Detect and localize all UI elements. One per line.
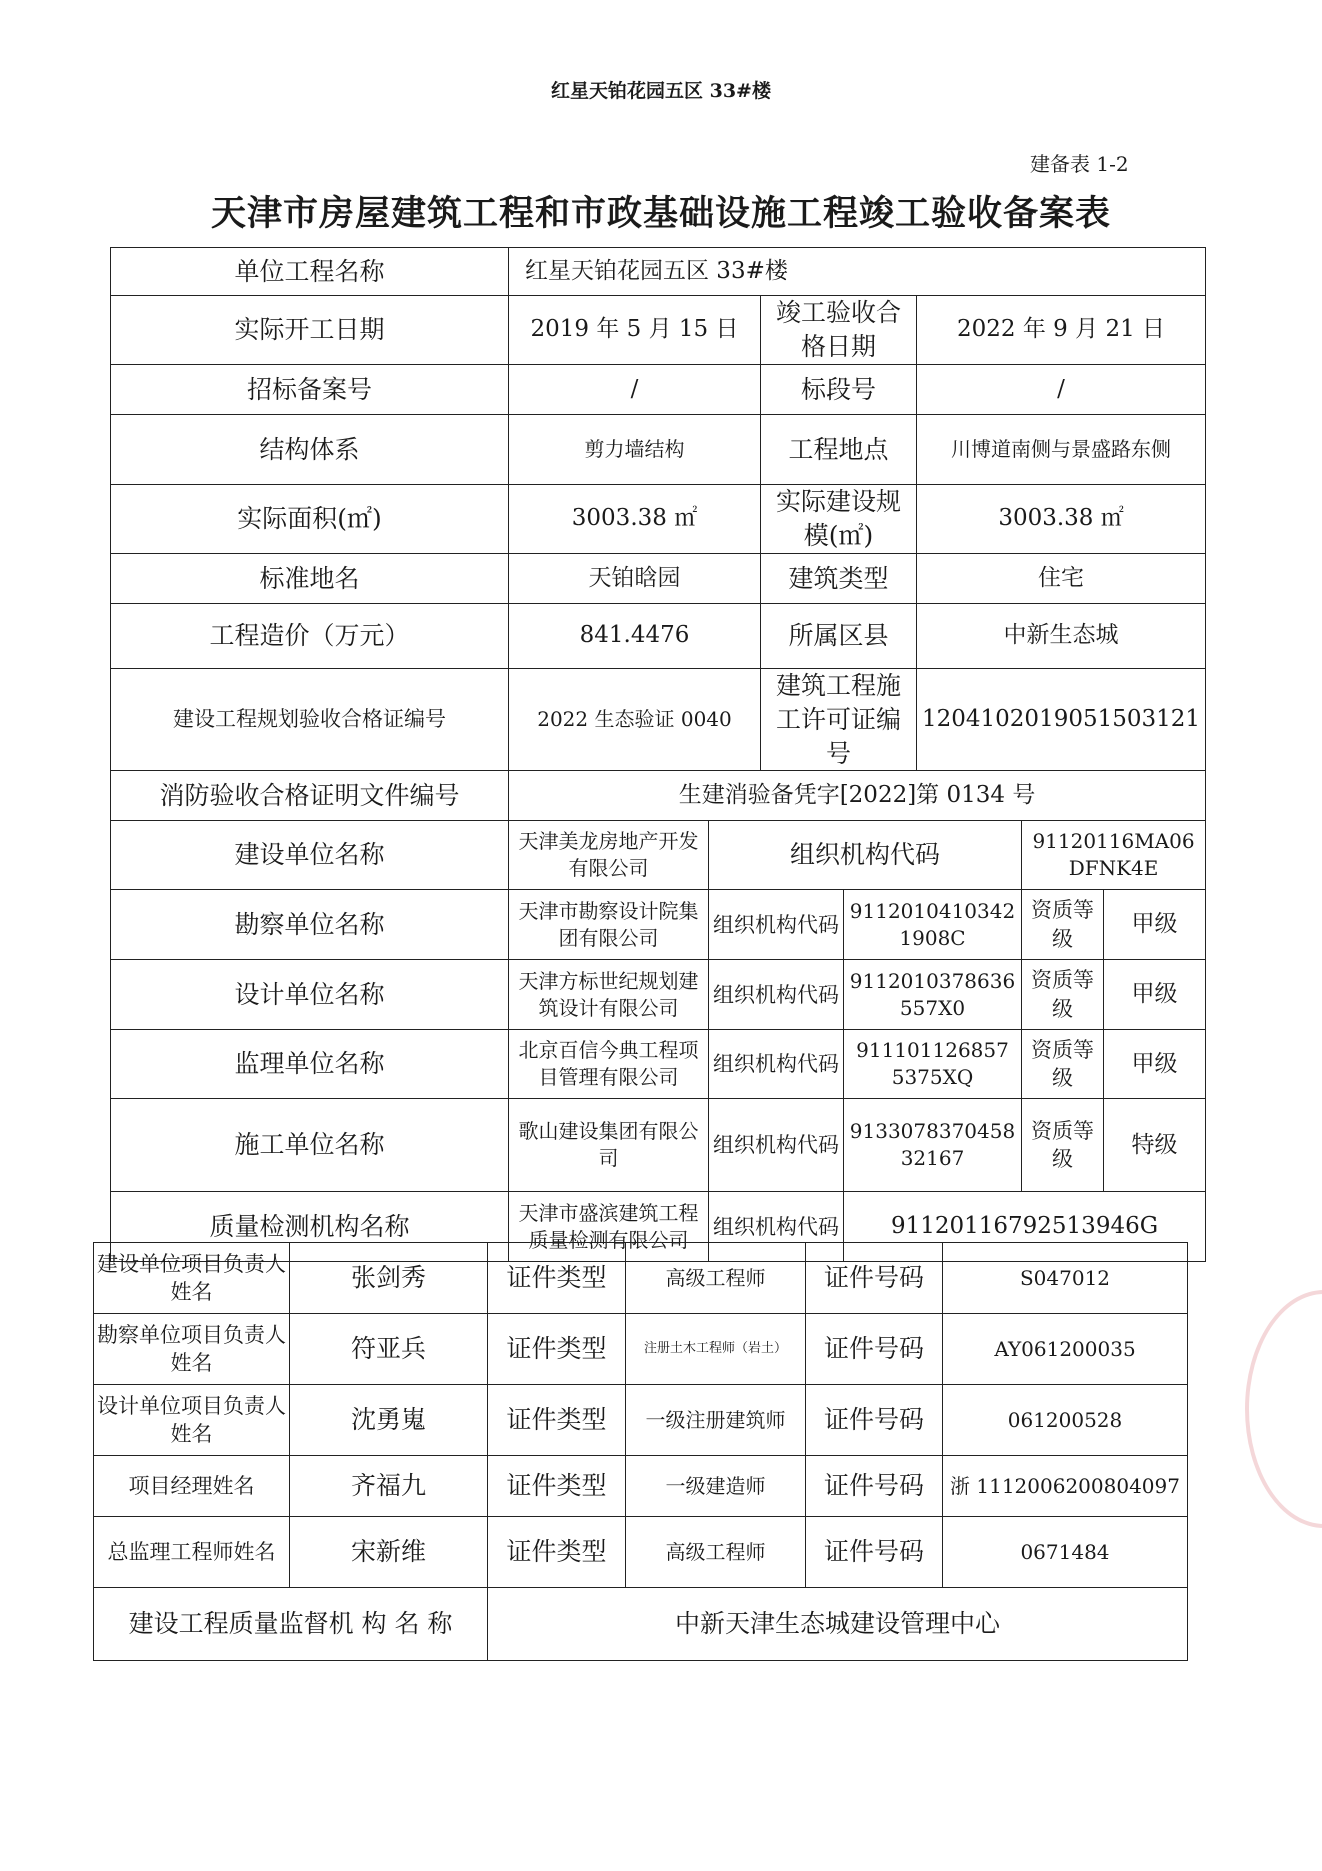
area-value: 3003.38 ㎡ <box>509 485 761 554</box>
permit-label: 建筑工程施工许可证编号 <box>761 669 917 771</box>
survey-qual-label: 资质等级 <box>1022 890 1104 960</box>
structure-label: 结构体系 <box>111 415 509 485</box>
survey-grade: 甲级 <box>1104 890 1206 960</box>
person-row <box>94 1517 1188 1588</box>
row-certs <box>111 669 1206 771</box>
district-value: 中新生态城 <box>917 604 1206 669</box>
row-design <box>111 960 1206 1030</box>
district-label: 所属区县 <box>761 604 917 669</box>
structure-value: 剪力墙结构 <box>509 415 761 485</box>
row-cost <box>111 604 1206 669</box>
cert-type-label: 证件类型 <box>488 1517 626 1588</box>
person-role: 建设单位项目负责人姓名 <box>94 1243 290 1314</box>
personnel-table <box>93 1242 1188 1661</box>
person-role: 总监理工程师姓名 <box>94 1517 290 1588</box>
person-cert-type: 一级注册建筑师 <box>626 1385 806 1456</box>
scale-value: 3003.38 ㎡ <box>917 485 1206 554</box>
supervise-label: 监理单位名称 <box>111 1030 509 1099</box>
supervision-value: 中新天津生态城建设管理中心 <box>488 1588 1188 1661</box>
cert-type-label: 证件类型 <box>488 1314 626 1385</box>
scale-label: 实际建设规模(㎡) <box>761 485 917 554</box>
row-survey <box>111 890 1206 960</box>
cert-type-label: 证件类型 <box>488 1243 626 1314</box>
row-supervision <box>94 1588 1188 1661</box>
person-role: 项目经理姓名 <box>94 1456 290 1517</box>
person-role: 勘察单位项目负责人姓名 <box>94 1314 290 1385</box>
testing-code-label: 组织机构代码 <box>709 1192 844 1262</box>
person-name: 符亚兵 <box>290 1314 488 1385</box>
person-cert-type: 一级建造师 <box>626 1456 806 1517</box>
cert-no-label: 证件号码 <box>806 1456 943 1517</box>
testing-code: 91120116792513946G <box>844 1192 1206 1262</box>
construct-qual-label: 资质等级 <box>1022 1099 1104 1192</box>
std-place-value: 天铂晗园 <box>509 554 761 604</box>
fire-cert-label: 消防验收合格证明文件编号 <box>111 771 509 821</box>
design-name: 天津方标世纪规划建筑设计有限公司 <box>509 960 709 1030</box>
person-name: 沈勇嵬 <box>290 1385 488 1456</box>
location-label: 工程地点 <box>761 415 917 485</box>
supervise-name: 北京百信今典工程项目管理有限公司 <box>509 1030 709 1099</box>
person-cert-no: AY061200035 <box>943 1314 1188 1385</box>
cost-label: 工程造价（万元） <box>111 604 509 669</box>
testing-name: 天津市盛滨建筑工程质量检测有限公司 <box>509 1192 709 1262</box>
construct-name: 歌山建设集团有限公司 <box>509 1099 709 1192</box>
project-name-label: 单位工程名称 <box>111 248 509 296</box>
accept-date-label: 竣工验收合格日期 <box>761 296 917 365</box>
cert-no-label: 证件号码 <box>806 1385 943 1456</box>
permit-value: 120410201905150312​1 <box>917 669 1206 771</box>
section-no-label: 标段号 <box>761 365 917 415</box>
row-place <box>111 554 1206 604</box>
row-dates <box>111 296 1206 365</box>
red-seal-stamp <box>1245 1290 1322 1528</box>
person-cert-type: 高级工程师 <box>626 1517 806 1588</box>
row-bid <box>111 365 1206 415</box>
supervise-code-label: 组织机构代码 <box>709 1030 844 1099</box>
design-grade: 甲级 <box>1104 960 1206 1030</box>
person-cert-type: 注册土木工程师（岩土） <box>626 1314 806 1385</box>
plan-cert-value: 2022 生态验证 0040 <box>509 669 761 771</box>
row-owner <box>111 821 1206 890</box>
area-label: 实际面积(㎡) <box>111 485 509 554</box>
person-row <box>94 1385 1188 1456</box>
person-cert-no: 061200528 <box>943 1385 1188 1456</box>
section-no-value: / <box>917 365 1206 415</box>
page-header: 红星天铂花园五区 33#楼 <box>551 80 771 102</box>
design-qual-label: 资质等级 <box>1022 960 1104 1030</box>
row-supervise <box>111 1030 1206 1099</box>
cert-type-label: 证件类型 <box>488 1385 626 1456</box>
design-label: 设计单位名称 <box>111 960 509 1030</box>
bid-no-label: 招标备案号 <box>111 365 509 415</box>
row-structure <box>111 415 1206 485</box>
document-title: 天津市房屋建筑工程和市政基础设施工程竣工验收备案表 <box>210 194 1111 234</box>
start-date-value: 2019 年 5 月 15 日 <box>509 296 761 365</box>
survey-label: 勘察单位名称 <box>111 890 509 960</box>
design-code: 9112010378636557X0 <box>844 960 1022 1030</box>
cert-no-label: 证件号码 <box>806 1314 943 1385</box>
start-date-label: 实际开工日期 <box>111 296 509 365</box>
cert-no-label: 证件号码 <box>806 1517 943 1588</box>
row-fire <box>111 771 1206 821</box>
cert-type-label: 证件类型 <box>488 1456 626 1517</box>
fire-cert-value: 生建消验备凭字[2022]第 0134 号 <box>509 771 1206 821</box>
form-number: 建备表 1-2 <box>1030 152 1129 176</box>
location-value: 川博道南侧与景盛路东侧 <box>917 415 1206 485</box>
row-project-name <box>111 248 1206 296</box>
person-name: 宋新维 <box>290 1517 488 1588</box>
project-name-value: 红星天铂花园五区 33#楼 <box>509 248 1206 296</box>
bldg-type-label: 建筑类型 <box>761 554 917 604</box>
survey-name: 天津市勘察设计院集团有限公司 <box>509 890 709 960</box>
person-cert-no: S047012 <box>943 1243 1188 1314</box>
testing-label: 质量检测机构名称 <box>111 1192 509 1262</box>
person-cert-no: 0671484 <box>943 1517 1188 1588</box>
construct-grade: 特级 <box>1104 1099 1206 1192</box>
person-row <box>94 1243 1188 1314</box>
row-construct <box>111 1099 1206 1192</box>
row-area <box>111 485 1206 554</box>
person-name: 张剑秀 <box>290 1243 488 1314</box>
supervise-qual-label: 资质等级 <box>1022 1030 1104 1099</box>
filing-table <box>110 247 1206 1262</box>
person-row <box>94 1456 1188 1517</box>
person-role: 设计单位项目负责人姓名 <box>94 1385 290 1456</box>
survey-code-label: 组织机构代码 <box>709 890 844 960</box>
supervision-label: 建设工程质量监督机 构 名 称 <box>94 1588 488 1661</box>
construct-code-label: 组织机构代码 <box>709 1099 844 1192</box>
supervise-grade: 甲级 <box>1104 1030 1206 1099</box>
owner-label: 建设单位名称 <box>111 821 509 890</box>
survey-code: 91120104103421908C <box>844 890 1022 960</box>
person-cert-no: 浙 1112006200804097 <box>943 1456 1188 1517</box>
std-place-label: 标准地名 <box>111 554 509 604</box>
person-name: 齐福九 <box>290 1456 488 1517</box>
owner-name: 天津美龙房地产开发有限公司 <box>509 821 709 890</box>
construct-code: 913307837045832167 <box>844 1099 1022 1192</box>
cert-no-label: 证件号码 <box>806 1243 943 1314</box>
plan-cert-label: 建设工程规划验收合格证编号 <box>111 669 509 771</box>
supervise-code: 911101126857 5375XQ <box>844 1030 1022 1099</box>
accept-date-value: 2022 年 9 月 21 日 <box>917 296 1206 365</box>
person-cert-type: 高级工程师 <box>626 1243 806 1314</box>
person-row <box>94 1314 1188 1385</box>
bid-no-value: / <box>509 365 761 415</box>
owner-code-label: 组织机构代码 <box>709 821 1022 890</box>
construct-label: 施工单位名称 <box>111 1099 509 1192</box>
owner-code: 91120116MA06DFNK4E <box>1022 821 1206 890</box>
bldg-type-value: 住宅 <box>917 554 1206 604</box>
cost-value: 841.4476 <box>509 604 761 669</box>
design-code-label: 组织机构代码 <box>709 960 844 1030</box>
